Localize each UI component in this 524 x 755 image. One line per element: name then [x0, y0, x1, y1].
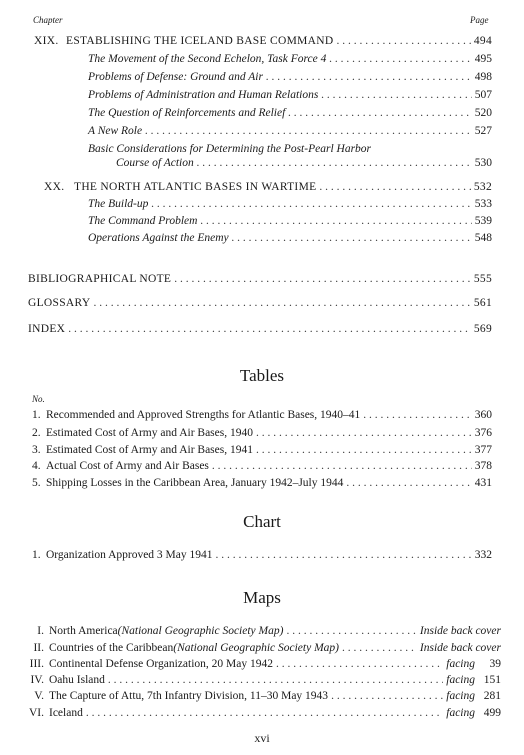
section-title: The Question of Reinforcements and Relief	[88, 107, 286, 119]
chart-heading: Chart	[243, 512, 281, 531]
entry-title-italic: (National Geographic Society Map)	[173, 642, 339, 654]
map-entry-row	[20, 624, 501, 638]
page-number: 39	[489, 658, 501, 670]
entry-number: IV.	[30, 674, 44, 686]
page-number: 532	[473, 181, 492, 193]
entry-number: 1.	[32, 409, 41, 421]
page-number: 281	[483, 690, 501, 702]
table-entry-row	[32, 459, 492, 473]
toc-chapter-row	[34, 34, 492, 48]
entry-title: North America	[49, 625, 118, 637]
dot-leader	[68, 322, 471, 336]
map-entry-row	[20, 689, 501, 703]
entry-title: Continental Defense Organization, 20 May 1942	[49, 658, 273, 670]
dot-leader	[342, 641, 417, 655]
backmatter-title: INDEX	[28, 323, 66, 335]
location-note: facing	[446, 658, 475, 670]
entry-title: Organization Approved 3 May 1941	[46, 549, 213, 561]
chapter-number: XX.	[44, 181, 65, 193]
page-number: 520	[474, 107, 492, 119]
dot-leader	[145, 124, 472, 138]
location-note: facing	[446, 674, 475, 686]
entry-title: Shipping Losses in the Caribbean Area, January 1942–July 1944	[46, 477, 344, 489]
chart-entry-row	[32, 548, 492, 562]
section-title: Course of Action	[116, 157, 194, 169]
entry-number: I.	[37, 625, 44, 637]
toc-section-row	[88, 197, 492, 211]
maps-heading: Maps	[243, 588, 281, 607]
location-note: Inside back cover	[419, 642, 501, 654]
table-entry-row	[32, 443, 492, 457]
dot-leader	[151, 197, 471, 211]
dot-leader	[256, 426, 472, 440]
page-number: 431	[474, 477, 492, 489]
entry-number: 5.	[32, 477, 41, 489]
page-number: 539	[474, 215, 492, 227]
dot-leader	[336, 34, 470, 48]
section-title: The Command Problem	[88, 215, 198, 227]
entry-number: 4.	[32, 460, 41, 472]
chapter-title: ESTABLISHING THE ICELAND BASE COMMAND	[66, 35, 334, 47]
section-title: Problems of Administration and Human Relations	[88, 89, 319, 101]
chapter-number: XIX.	[34, 35, 59, 47]
dot-leader	[212, 459, 472, 473]
backmatter-title: GLOSSARY	[28, 297, 91, 309]
page-column-label: Page	[470, 15, 489, 25]
toc-section-row	[88, 52, 492, 66]
entry-title-italic: (National Geographic Society Map)	[117, 625, 284, 637]
page-number: 530	[474, 157, 492, 169]
page-number: 499	[483, 707, 501, 719]
entry-title: Actual Cost of Army and Air Bases	[46, 460, 209, 472]
entry-number: 1.	[32, 549, 41, 561]
page-number: 507	[474, 89, 492, 101]
toc-backmatter-row	[28, 272, 492, 286]
toc-section-row	[88, 142, 492, 156]
page-number: 527	[474, 125, 492, 137]
location-note: Inside back cover	[419, 625, 501, 637]
toc-section-row	[88, 106, 492, 120]
dot-leader	[108, 673, 443, 687]
dot-leader	[266, 70, 472, 84]
dot-leader	[232, 231, 472, 245]
toc-backmatter-row	[28, 322, 492, 336]
page-number: 561	[473, 297, 492, 309]
map-entry-row	[20, 673, 501, 687]
entry-title: The Capture of Attu, 7th Infantry Division, 11–30 May 1943	[49, 690, 329, 702]
map-entry-row	[20, 641, 501, 655]
dot-leader	[197, 156, 472, 170]
table-entry-row	[32, 408, 492, 422]
dot-leader	[363, 408, 471, 422]
page-number: 378	[474, 460, 492, 472]
section-title: Problems of Defense: Ground and Air	[88, 71, 263, 83]
dot-leader	[346, 476, 471, 490]
page-number: 494	[473, 35, 492, 47]
dot-leader	[86, 706, 443, 720]
dot-leader	[174, 272, 471, 286]
toc-section-row	[88, 231, 492, 245]
dot-leader	[319, 180, 470, 194]
page-number: 377	[474, 444, 492, 456]
page-number: 548	[474, 232, 492, 244]
dot-leader	[288, 106, 471, 120]
map-entry-row	[20, 706, 501, 720]
page-number: 555	[473, 273, 492, 285]
number-column-label: No.	[32, 394, 45, 404]
section-title: The Movement of the Second Echelon, Task Force 4	[88, 53, 327, 65]
page-number: 495	[474, 53, 492, 65]
dot-leader	[321, 88, 471, 102]
dot-leader	[331, 689, 443, 703]
page-number: 332	[474, 549, 492, 561]
toc-section-row	[116, 156, 492, 170]
entry-title: Countries of the Caribbean	[49, 642, 174, 654]
backmatter-title: BIBLIOGRAPHICAL NOTE	[28, 273, 172, 285]
section-title: Basic Considerations for Determining the Post-Pearl Harbor	[88, 143, 372, 155]
table-entry-row	[32, 476, 492, 490]
toc-section-row	[88, 70, 492, 84]
entry-title: Estimated Cost of Army and Air Bases, 1940	[46, 427, 253, 439]
toc-section-row	[88, 214, 492, 228]
dot-leader	[93, 296, 470, 310]
entry-title: Estimated Cost of Army and Air Bases, 1941	[46, 444, 253, 456]
dot-leader	[329, 52, 471, 66]
table-entry-row	[32, 426, 492, 440]
section-title: The Build-up	[88, 198, 149, 210]
page-number: 360	[474, 409, 492, 421]
dot-leader	[276, 657, 443, 671]
dot-leader	[256, 443, 472, 457]
dot-leader	[216, 548, 472, 562]
page-folio: xvi	[254, 731, 270, 745]
toc-chapter-row	[44, 180, 492, 194]
location-note: facing	[446, 707, 475, 719]
entry-title: Recommended and Approved Strengths for Atlantic Bases, 1940–41	[46, 409, 361, 421]
tables-heading: Tables	[239, 366, 285, 385]
entry-title: Iceland	[49, 707, 83, 719]
entry-number: VI.	[28, 707, 44, 719]
page-number: 498	[474, 71, 492, 83]
page-number: 533	[474, 198, 492, 210]
entry-number: 2.	[32, 427, 41, 439]
map-entry-row	[20, 657, 501, 671]
toc-backmatter-row	[28, 296, 492, 310]
toc-section-row	[88, 124, 492, 138]
entry-number: V.	[34, 690, 44, 702]
page-number: 569	[473, 323, 492, 335]
page-number: 376	[474, 427, 492, 439]
chapter-column-label: Chapter	[33, 15, 63, 25]
dot-leader	[200, 214, 471, 228]
section-title: Operations Against the Enemy	[88, 232, 229, 244]
entry-number: III.	[29, 658, 44, 670]
page-number: 151	[483, 674, 501, 686]
entry-number: 3.	[32, 444, 41, 456]
toc-section-row	[88, 88, 492, 102]
location-note: facing	[446, 690, 475, 702]
entry-title: Oahu Island	[49, 674, 105, 686]
dot-leader	[286, 624, 416, 638]
entry-number: II.	[33, 642, 44, 654]
section-title: A New Role	[88, 125, 143, 137]
chapter-title: THE NORTH ATLANTIC BASES IN WARTIME	[74, 181, 317, 193]
